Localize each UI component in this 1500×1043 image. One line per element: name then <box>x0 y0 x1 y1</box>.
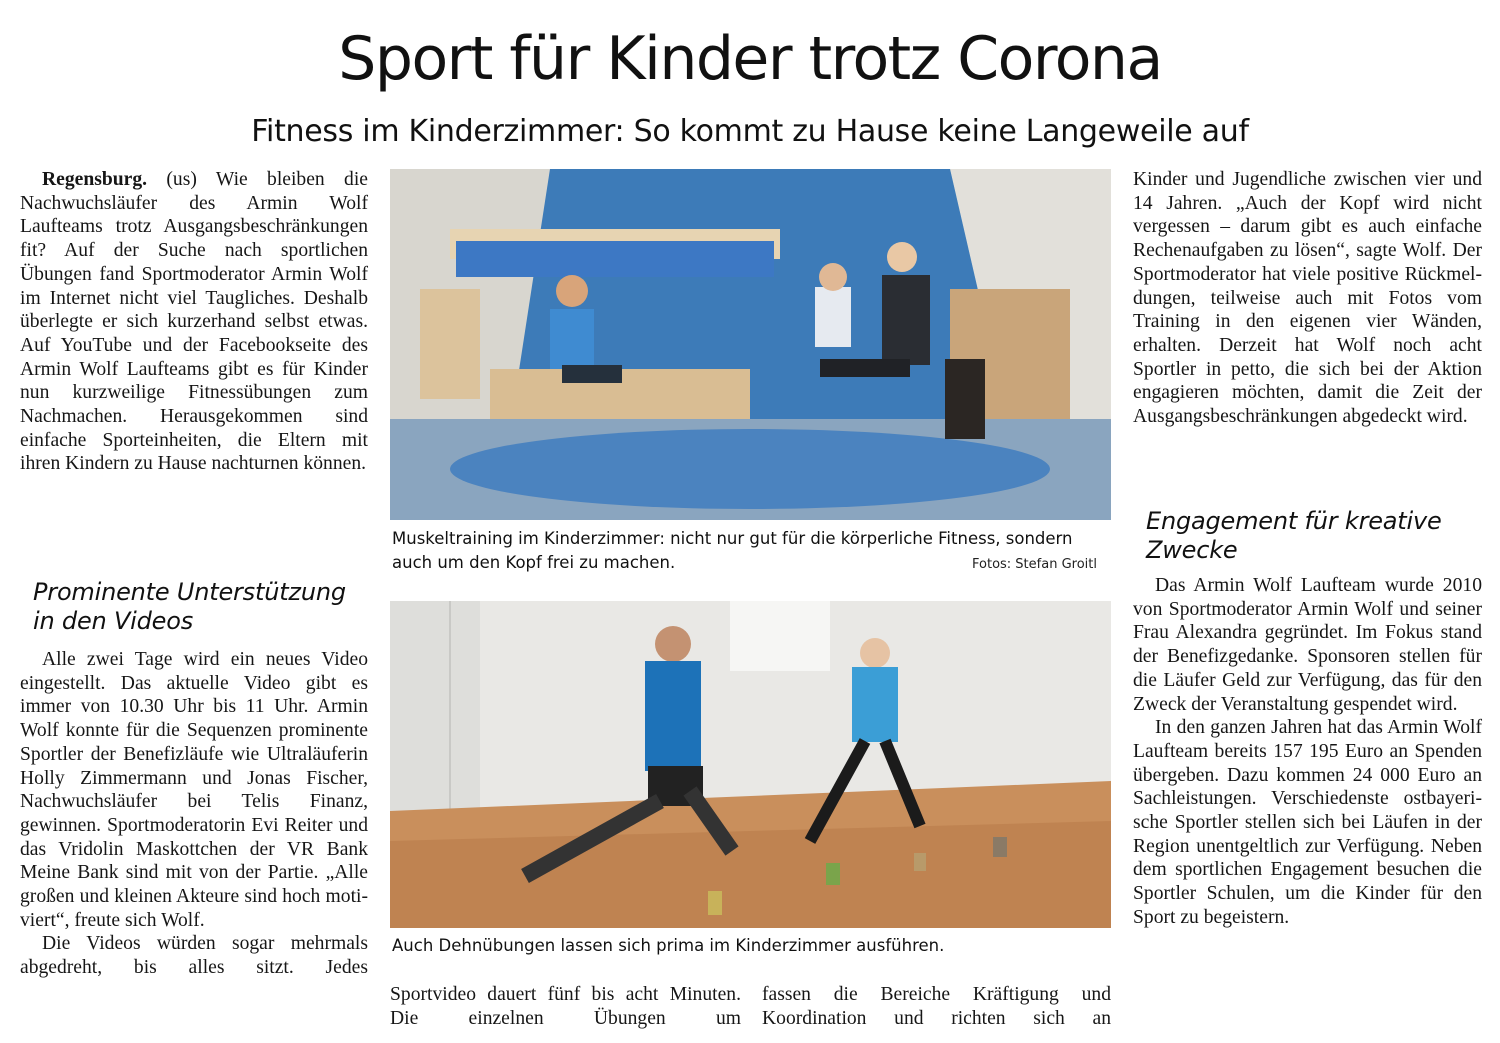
paragraph-takes: Die Videos würden sogar mehrmals abgedreht, bis alles sitzt. Jedes <box>20 933 368 979</box>
photo-credit: Fotos: Stefan Groitl <box>972 557 1097 572</box>
subheading-prominent-support: Prominente Unterstützung in den Videos <box>33 578 346 635</box>
column-1-continued <box>20 648 368 980</box>
column-1 <box>20 168 368 476</box>
paragraph-donations: In den ganzen Jahren hat das Armin Wolf Laufteam bereits 157 195 Euro an Spenden übergeben. Dazu kommen 24 000 Euro an Sachleistungen. Verschiedenste ostbayerische Sportler stellen sich bei Läufen in der Region unentgeltlich zur Verfügung. Neben dem sportlichen Engagement besuchen die Sportler Schulen, um die Kinder für den Sport zu begeistern. <box>1133 717 1482 928</box>
photo-1-caption: Muskeltraining im Kinderzimmer: nicht nur gut für die körperliche Fitness, sondern auch um den Kopf frei zu machen. <box>392 529 1073 572</box>
paragraph-founding: Das Armin Wolf Laufteam wurde 2010 von Sportmoderator Armin Wolf und seiner Frau Alexandra gegründet. Im Fokus stand der Benefizgedanke. Sponsoren stellen für die Läufer Geld zur Verfügung, das für den Zweck der Veranstaltung gespendet wird. <box>1133 575 1482 715</box>
subheading-engagement: Engagement für kreative Zwecke <box>1146 507 1442 564</box>
column-4-continued <box>1133 574 1482 930</box>
paragraph-videos: Alle zwei Tage wird ein neues Video eingestellt. Das aktuelle Video gibt es immer von 10.30 Uhr bis 11 Uhr. Armin Wolf konnte für die Sequenzen prominente Sportler der Benefizläufe wie Ultraläuferin Holly Zimmermann und Jonas Fischer, Nachwuchsläufer bei Telis Finanz, gewinnen. Sportmoderatorin Evi Reiter und das Vridolin Maskottchen der VR Bank Meine Bank sind mit von der Partie. „Alle großen und kleinen Akteure sind hoch motiviert“, freute sich Wolf. <box>20 649 368 931</box>
intro-paragraph <box>20 168 368 476</box>
column-2 <box>390 983 741 1030</box>
intro-text: (us) Wie bleiben die Nachwuchsläufer des Armin Wolf Laufteams trotz Ausgangsbeschränkungen fit? Auf der Suche nach sportlichen Übungen fand Sportmoderator Armin Wolf im Internet nicht viel Taugliches. Deshalb überlegte er sich kurzerhand selbst etwas. Auf YouTube und der Facebookseite des Armin Wolf Laufteams gibt es für Kinder nun kurzweilige Fitnessübungen zum Nachmachen. Herausgekommen sind einfache Sporteinheiten, die Eltern mit ihren Kindern zu Hause nachturnen können. <box>20 169 368 475</box>
paragraph-exercise-areas: fassen die Bereiche Kräftigung und Koordination und richten sich an <box>762 984 1111 1029</box>
paragraph-age-groups: Kinder und Jugendliche zwischen vier und 14 Jahren. „Auch der Kopf wird nicht vergessen – darum gibt es auch einfache Rechenaufgaben zu lösen“, sagte Wolf. Der Sportmoderator hat viele positive Rückmeldungen, teilweise auch mit Fotos vom Training in den eigenen vier Wänden, erhalten. Derzeit hat Wolf noch acht Sportler in petto, die sich bei der Aktion engagieren möchten, damit die Zeit der Ausgangsbeschränkungen abgedeckt wird. <box>1133 169 1482 428</box>
paragraph-video-length: Sportvideo dauert fünf bis acht Minuten. Die einzelnen Übungen um <box>390 984 741 1029</box>
subheadline: Fitness im Kinderzimmer: So kommt zu Hause keine Langeweile auf <box>251 114 1249 149</box>
column-3 <box>762 983 1111 1030</box>
headline: Sport für Kinder trotz Corona <box>338 24 1162 94</box>
photo-stretching <box>390 601 1111 928</box>
photo-2-caption: Auch Dehnübungen lassen sich prima im Kinderzimmer ausführen. <box>392 936 945 955</box>
dateline: Regensburg. <box>42 169 148 190</box>
column-4 <box>1133 168 1482 429</box>
photo-muscle-training <box>390 169 1111 520</box>
